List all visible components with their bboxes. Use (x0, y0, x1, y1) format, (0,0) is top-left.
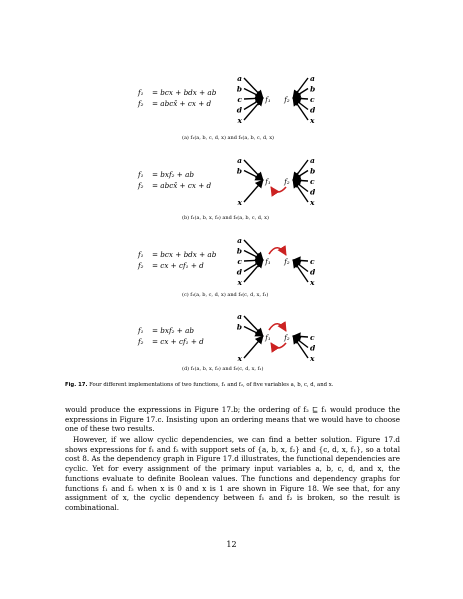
input-d-left: d (236, 267, 242, 277)
input-c-right: c (310, 333, 315, 342)
edge-b-to-f2 (293, 89, 308, 99)
edge-x-to-f2 (293, 260, 308, 282)
edge-a-to-f1 (244, 240, 263, 260)
input-x-left: x (237, 278, 242, 287)
figure-caption-text: Four different implementations of two functions, f₁ and f₂, of five variables a, b, c, d, and x. (89, 382, 334, 388)
edge-c-to-f1 (244, 98, 263, 99)
edge-x-to-f1 (244, 98, 263, 120)
equation-f1-lhs: f₁ (138, 170, 144, 179)
edge-a-to-f2 (293, 160, 308, 180)
edge-a-to-f1 (244, 78, 263, 98)
input-a-left: a (237, 74, 242, 83)
edge-x-to-f2 (293, 180, 308, 202)
equation-f2-rhs: = abcx̄ + cx + d (152, 99, 212, 108)
equation-f2-lhs: f₂ (138, 337, 144, 346)
edge-a-to-f2 (293, 78, 308, 98)
dependency-f1-to-f2-arrow (269, 324, 286, 331)
equation-f1-rhs: = bcx + bdx + ab (152, 250, 217, 259)
input-a-left: a (237, 236, 242, 245)
subfigure-d-caption: (d) f₁(a, b, x, f₂) and f₂(c, d, x, f₁) (182, 366, 264, 372)
dependency-f2-to-f1-arrow (271, 187, 286, 192)
equation-f1-lhs: f₁ (138, 250, 144, 259)
subfigure-b-caption: (b) f₁(a, b, x, f₂) and f₂(a, b, c, d, x) (182, 215, 269, 221)
edge-b-to-f2 (293, 171, 308, 181)
input-b-left: b (236, 246, 242, 256)
input-d-left: d (236, 105, 242, 115)
edge-b-to-f1 (244, 251, 263, 261)
dependency-f1-to-f2-arrow (269, 248, 286, 255)
equation-f1-lhs: f₁ (138, 326, 144, 335)
equation-f2-lhs: f₂ (138, 261, 144, 270)
input-x-left: x (237, 354, 242, 363)
equation-f1-rhs: = bxf₂ + ab (152, 326, 194, 335)
input-c-left: c (237, 257, 242, 266)
edge-d-to-f1 (244, 98, 263, 110)
edge-b-to-f1 (244, 171, 263, 181)
equation-f1-lhs: f₁ (138, 88, 144, 97)
input-b-right: b (310, 166, 316, 176)
input-x-left: x (237, 116, 242, 125)
input-d-right: d (310, 187, 316, 197)
edge-x-to-f1 (244, 336, 263, 358)
input-a-right: a (310, 74, 315, 83)
input-b-right: b (310, 84, 316, 94)
input-d-right: d (310, 343, 316, 353)
body-paragraph-2: However, if we allow cyclic dependencies, we can find a better solution. Figure 17.d shows expressions for f₁ and f₂ with support sets of {a, b, x, f₂} and {c, d, x, f₁}, so a total cost 8. As the dependency graph in Figure 17.d illustrates, the functional dependencies are cyclic. Yet for every assignment of the primary input variables a, b, c, d, and x, the functions evaluate to definite Boolean values. The functions and dependency graphs for functions f₁ and f₂ when x is 0 and x is 1 are shown in Figure 18. We see that, for any assignment of x, the cyclic dependency between f₁ and f₂ is broken, so the result is combinational. (65, 435, 400, 512)
subfigure-c-caption: (c) f₁(a, b, c, d, x) and f₂(c, d, x, f₁) (182, 292, 269, 298)
equation-f2-lhs: f₂ (138, 181, 144, 190)
equation-f1-rhs: = bcx + bdx + ab (152, 88, 217, 97)
edge-x-to-f2 (293, 98, 308, 120)
node-f2: f₂ (284, 96, 290, 104)
input-x-right: x (310, 354, 315, 363)
dependency-f2-to-f1-arrow (271, 343, 286, 348)
input-x-right: x (310, 198, 315, 207)
edge-x-to-f1 (244, 180, 263, 202)
input-x-right: x (310, 278, 315, 287)
node-f2: f₂ (284, 334, 290, 342)
node-f1: f₁ (265, 334, 271, 342)
input-x-right: x (310, 116, 315, 125)
input-b-left: b (236, 166, 242, 176)
edge-x-to-f1 (244, 260, 263, 282)
edge-c-to-f1 (244, 260, 263, 261)
node-f2: f₂ (284, 178, 290, 186)
input-c-right: c (310, 257, 315, 266)
input-a-left: a (237, 312, 242, 321)
equation-f1-rhs: = bxf₂ + ab (152, 170, 194, 179)
input-d-right: d (310, 105, 316, 115)
input-b-left: b (236, 322, 242, 332)
page-number: 12 (226, 540, 237, 549)
input-c-left: c (237, 95, 242, 104)
equation-f2-rhs: = cx + cf₁ + d (152, 337, 204, 346)
input-d-right: d (310, 267, 316, 277)
figure-label: Fig. 17. (65, 382, 88, 388)
equation-f2-lhs: f₂ (138, 99, 144, 108)
edge-a-to-f1 (244, 160, 263, 180)
input-b-left: b (236, 84, 242, 94)
edge-d-to-f1 (244, 260, 263, 272)
subfigure-a-caption: (a) f₁(a, b, c, d, x) and f₂(a, b, c, d, x) (182, 135, 274, 141)
input-a-left: a (237, 156, 242, 165)
node-f1: f₁ (265, 178, 271, 186)
body-paragraph-1: would produce the expressions in Figure 17.b; the ordering of f₂ ⊑ f₁ would produce the expressions in Figure 17.c. Insisting upon an ordering means that we would have to choose one of these two results. (65, 405, 400, 434)
equation-f2-rhs: = cx + cf₁ + d (152, 261, 204, 270)
edge-b-to-f1 (244, 327, 263, 337)
edge-b-to-f1 (244, 89, 263, 99)
input-x-left: x (237, 198, 242, 207)
input-c-right: c (310, 95, 315, 104)
node-f2: f₂ (284, 258, 290, 266)
edge-x-to-f2 (293, 336, 308, 358)
input-c-right: c (310, 177, 315, 186)
figure-caption (65, 382, 405, 389)
equation-f2-rhs: = abcx̄ + cx + d (152, 181, 212, 190)
edge-a-to-f1 (244, 316, 263, 336)
node-f1: f₁ (265, 96, 271, 104)
node-f1: f₁ (265, 258, 271, 266)
input-a-right: a (310, 156, 315, 165)
